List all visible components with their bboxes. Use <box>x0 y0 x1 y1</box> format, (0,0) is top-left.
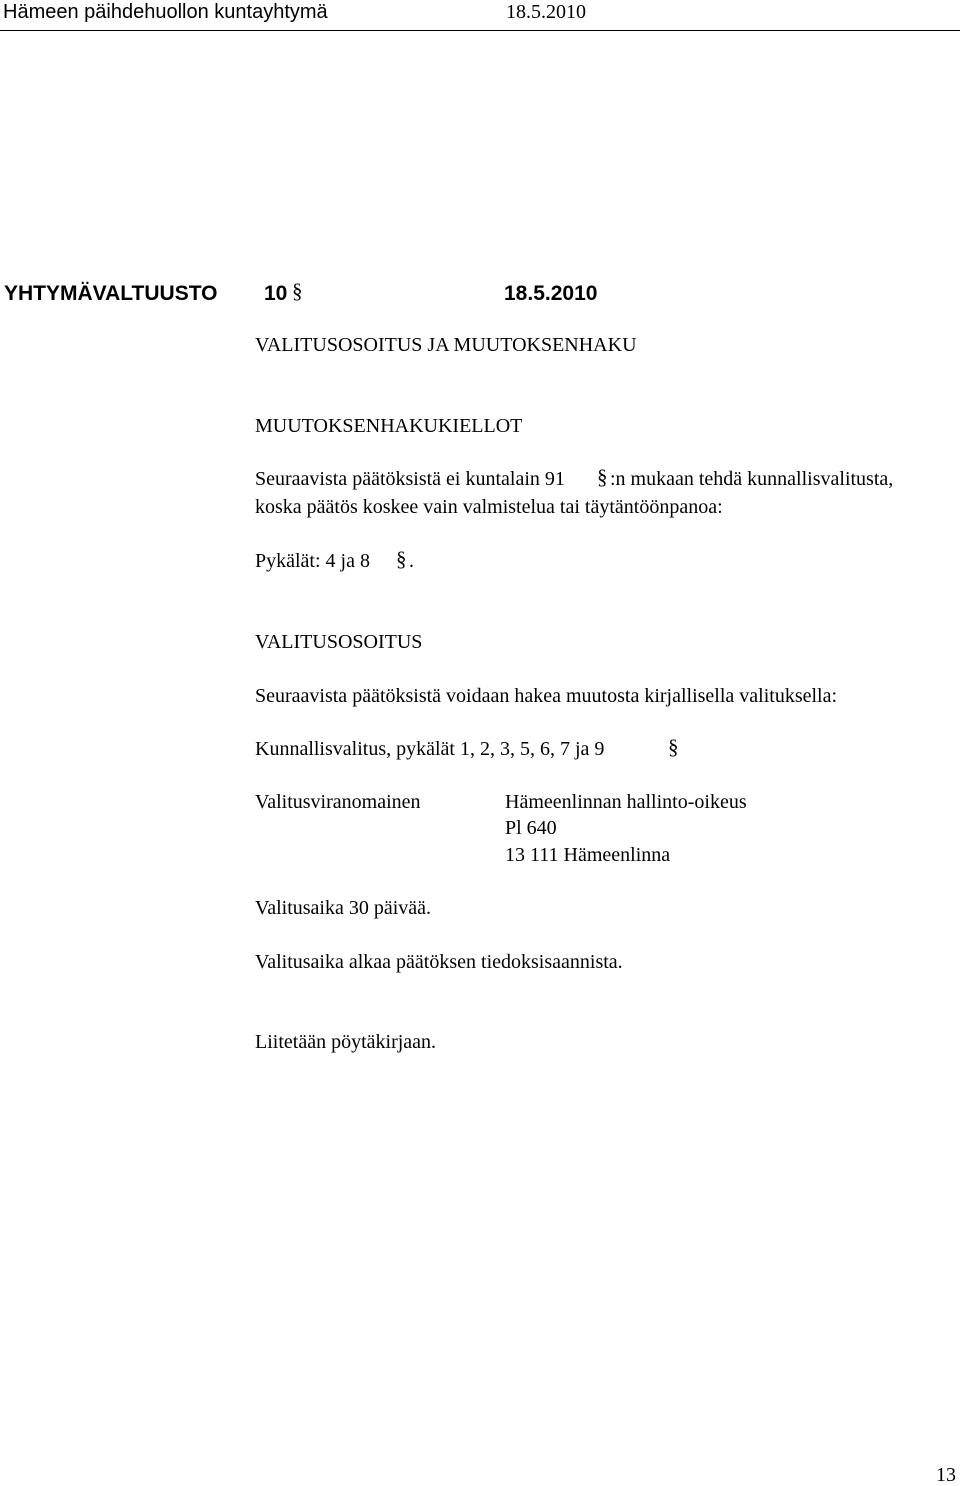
meeting-date: 18.5.2010 <box>504 282 598 305</box>
authority-label: Valitusviranomainen <box>255 791 421 813</box>
appeal-period-start: Valitusaika alkaa päätöksen tiedoksisaannista. <box>255 951 623 973</box>
authority-postal-address: 13 111 Hämeenlinna <box>505 844 671 866</box>
section-title: VALITUSOSOITUS JA MUUTOKSENHAKU <box>255 334 637 356</box>
appeal-heading: VALITUSOSOITUS <box>255 631 423 653</box>
page-number: 13 <box>936 1464 956 1486</box>
authority-name: Hämeenlinnan hallinto-oikeus <box>505 791 747 813</box>
prohibitions-line1-part2: :n mukaan tehdä kunnallisvalitusta, <box>610 468 894 490</box>
prohibitions-line2: koska päätös koskee vain valmistelua tai täytäntöönpanoa: <box>255 496 723 518</box>
prohibitions-sections-end: . <box>409 550 414 572</box>
header-divider <box>0 30 960 31</box>
prohibitions-sections-sign: § <box>396 547 407 571</box>
meeting-title: YHTYMÄVALTUUSTO <box>4 282 218 305</box>
appeal-period: Valitusaika 30 päivää. <box>255 897 432 919</box>
header-organization: Hämeen päihdehuollon kuntayhtymä <box>3 1 328 23</box>
appeal-type-section-sign: § <box>668 735 679 759</box>
appeal-type: Kunnallisvalitus, pykälät 1, 2, 3, 5, 6, 7 ja 9 <box>255 738 605 760</box>
appeal-intro: Seuraavista päätöksistä voidaan hakea muutosta kirjallisella valituksella: <box>255 685 838 707</box>
prohibitions-sections-text: Pykälät: 4 ja 8 <box>255 550 370 572</box>
prohibitions-line1-part1: Seuraavista päätöksistä ei kuntalain 91 <box>255 468 565 490</box>
meeting-number: 10 <box>264 282 288 305</box>
header-date: 18.5.2010 <box>506 1 586 23</box>
prohibitions-heading: MUUTOKSENHAKUKIELLOT <box>255 415 523 437</box>
prohibitions-line1-section-sign: § <box>597 465 608 489</box>
authority-po-box: Pl 640 <box>505 817 557 839</box>
attachment-note: Liitetään pöytäkirjaan. <box>255 1031 437 1053</box>
meeting-section-sign: § <box>292 279 303 303</box>
